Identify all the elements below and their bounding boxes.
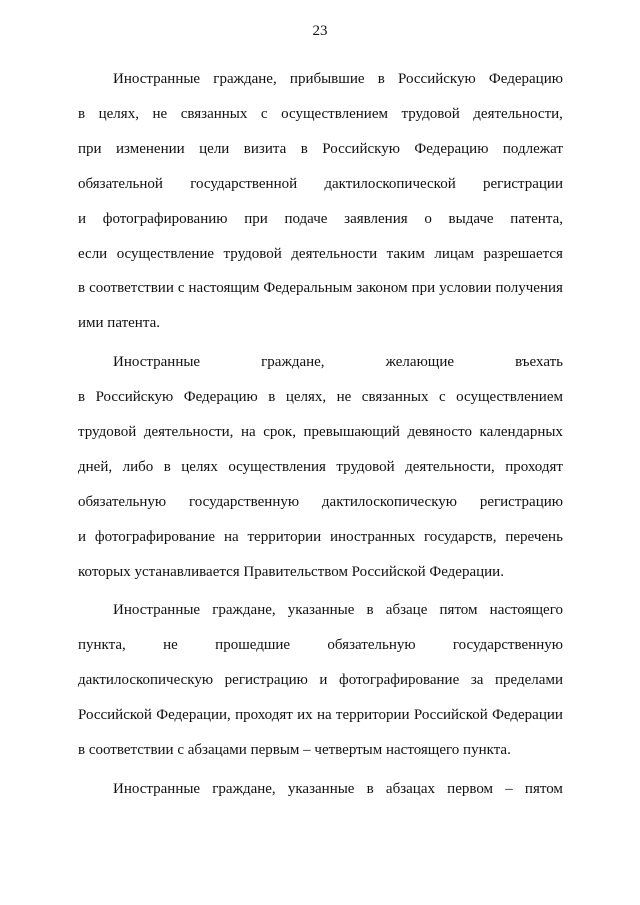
word: в [78,280,86,296]
word: государств, [424,529,497,545]
word: связанных [361,389,429,405]
word: не [152,106,168,122]
word: подаче [284,211,328,227]
text-line: ими патента. [78,315,160,331]
word: указанные [287,602,355,618]
text-line [78,174,563,194]
word: Федерацию [183,389,258,405]
word: в [300,141,308,157]
word: – [505,781,513,797]
word: осуществления [228,459,326,475]
word: фотографирование [94,529,216,545]
text-line [78,457,563,477]
word: осуществлением [456,389,563,405]
word: Российскую [95,389,174,405]
word: проходят [505,459,563,475]
word: Федерации, [156,707,231,723]
word: пределами [495,672,563,688]
word: территории [335,707,410,723]
word: фотографированию [102,211,228,227]
word: фотографирование [339,672,460,688]
word: в [377,71,385,87]
word: условии [439,280,492,296]
text-line [113,69,563,89]
text-line: которых устанавливается Правительством Российской Федерации. [78,564,504,580]
word: либо [122,459,154,475]
word: государственную [188,494,300,510]
word: получения [495,280,563,296]
word: связанных [180,106,248,122]
word: дактилоскопической [324,176,456,192]
word: заявления [344,211,408,227]
word: государственной [190,176,298,192]
word: законом [356,280,408,296]
word: в [366,781,374,797]
word: при [78,141,102,157]
word: за [470,672,484,688]
word: в [268,389,276,405]
word: въехать [515,354,563,370]
word: на [223,529,239,545]
word: государственную [452,637,563,653]
word: осуществление [116,246,215,262]
word: абзацах [385,781,435,797]
word: дней, [78,459,113,475]
word: соответствии [89,280,174,296]
text-line [113,600,563,620]
word: в [366,602,374,618]
word: целях, [285,389,327,405]
word: абзаце [385,602,428,618]
word: трудовой [78,424,137,440]
word: территории [247,529,322,545]
word: обязательную [78,494,167,510]
word: при [411,280,436,296]
word: дактилоскопическую [78,672,214,688]
word: в [78,389,86,405]
word: дактилоскопическую [321,494,457,510]
word: целях, [98,106,139,122]
text-line [78,527,563,547]
word: подлежат [502,141,563,157]
text-line [78,635,563,655]
word: в [163,459,171,475]
word: срок, [263,424,296,440]
word: с [438,389,446,405]
word: при [244,211,268,227]
word: превышающий [303,424,400,440]
word: разрешается [483,246,563,262]
word: желающие [385,354,455,370]
word: обязательной [78,176,163,192]
word: трудовой [336,459,395,475]
text-line [78,209,563,229]
word: Иностранные [113,354,201,370]
word: прибывшие [289,71,365,87]
word: о [424,211,432,227]
word: настоящим [188,280,260,296]
word: Федерацию [488,71,563,87]
word: перечень [505,529,563,545]
word: регистрации [483,176,563,192]
word: выдаче [448,211,494,227]
text-line [78,139,563,159]
word: деятельности [291,246,378,262]
word: трудовой [223,246,282,262]
text-line [78,244,563,264]
word: пятом [439,602,478,618]
word: календарных [479,424,563,440]
word: таким [386,246,425,262]
text-line [78,492,563,512]
text-line [78,387,563,407]
word: на [241,424,256,440]
word: Федеральным [263,280,353,296]
word: с [177,280,185,296]
word: граждане, [212,781,276,797]
text-line [78,278,563,298]
word: настоящего [489,602,563,618]
word: целях [181,459,218,475]
word: не [336,389,352,405]
word: регистрацию [224,672,308,688]
text-line [113,352,563,372]
word: в [78,106,86,122]
word: указанные [287,781,355,797]
word: прошедшие [215,637,291,653]
word: Российскую [398,71,476,87]
word: Иностранные [113,781,201,797]
text-line [78,670,563,690]
text-line [78,422,563,442]
word: визита [243,141,287,157]
word: Федерацию [414,141,489,157]
word: деятельности, [473,106,563,122]
word: трудовой [401,106,460,122]
word: регистрацию [479,494,563,510]
word: пункта, [78,637,126,653]
text-line [78,705,563,725]
word: и [319,672,328,688]
word: осуществлением [281,106,388,122]
text-line [78,104,563,124]
word: Российскую [322,141,400,157]
word: и [78,529,87,545]
page-number: 23 [312,23,328,39]
word: обязательную [327,637,416,653]
word: Российской [78,707,152,723]
word: лицам [434,246,475,262]
word: Иностранные [113,71,201,87]
word: их [297,707,313,723]
word: с [260,106,268,122]
word: первом [447,781,494,797]
word: на [316,707,332,723]
word: если [78,246,108,262]
word: иностранных [330,529,416,545]
word: граждане, [213,71,277,87]
word: Федерации [492,707,563,723]
word: и [78,211,87,227]
word: не [163,637,178,653]
word: Российской [413,707,488,723]
word: деятельности, [143,424,234,440]
word: граждане, [212,602,276,618]
word: цели [199,141,230,157]
word: Иностранные [113,602,201,618]
word: проходят [235,707,293,723]
word: деятельности, [405,459,495,475]
word: патента, [510,211,563,227]
text-line: в соответствии с абзацами первым – четвертым настоящего пункта. [78,742,511,758]
word: изменении [116,141,185,157]
word: граждане, [261,354,325,370]
word: пятом [524,781,563,797]
text-line [113,779,563,799]
word: девяносто [407,424,472,440]
